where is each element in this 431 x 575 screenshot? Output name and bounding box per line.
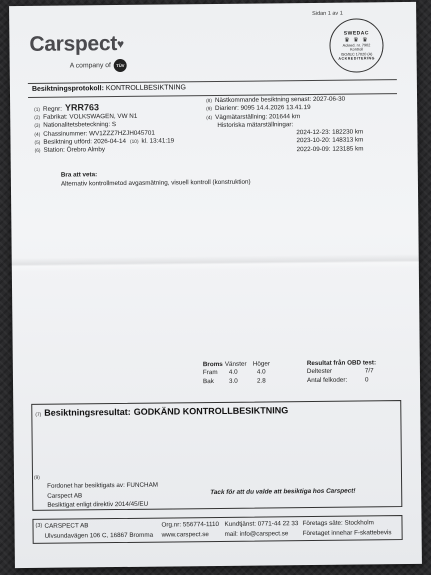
brake-table <box>203 360 279 386</box>
regnr-value: YRR763 <box>64 102 99 113</box>
inspection-protocol-document <box>9 2 422 568</box>
diarienr-text: Diarienr: 9095 14.4.2026 13.41.19 <box>214 104 311 113</box>
protocol-label: Besiktningsprotokoll: <box>31 85 104 93</box>
historik-label: Historiska mätarställningar: <box>217 121 294 129</box>
matare-num: (4) <box>206 115 213 121</box>
historik-date: 2022-09-09: <box>296 145 331 153</box>
brake-row-label: Bak <box>202 377 214 385</box>
matare-text: Vägmätarställning: 201644 km <box>215 112 301 121</box>
station-num: (6) <box>34 149 41 155</box>
inspector-line3: Besiktigat enligt direktiv 2014/45/EU <box>47 500 149 509</box>
station-line <box>35 146 175 156</box>
brake-col-hoger: Höger <box>252 360 271 368</box>
footer-fskatt: Företaget innehar F-skattebevis <box>302 528 392 537</box>
time-num: (10) <box>129 139 139 145</box>
fabrikat-text: Fabrikat: VOLKSWAGEN, VW N1 <box>43 112 138 121</box>
paper-fold <box>12 254 419 272</box>
utford-num: (5) <box>34 140 41 146</box>
chassi-num: (4) <box>34 132 41 138</box>
footer-legal <box>302 518 391 538</box>
seal-line1: Ackred. nr. 7902 <box>342 43 371 48</box>
brand-name: Carspect <box>29 32 118 56</box>
protocol-value: KONTROLLBESIKTNING <box>105 84 187 93</box>
seal-line3: ISO/IEC 17020 (A) <box>340 52 373 57</box>
result-value: GODKÄND KONTROLLBESIKTNING <box>133 405 289 417</box>
carspect-logo <box>29 32 124 57</box>
result-label: Besiktningsresultat: <box>44 406 131 418</box>
tuv-logo-icon: TÜV <box>114 59 127 72</box>
nasta-num: (8) <box>206 99 212 105</box>
historik-item <box>297 145 364 154</box>
swedac-seal-icon <box>329 18 384 73</box>
historik-value: 148313 km <box>332 136 364 145</box>
brake-left-value: 3.0 <box>228 377 238 385</box>
brake-row <box>203 377 279 386</box>
seal-top-text: SWEDAC <box>343 30 370 37</box>
brake-right-value: 4.0 <box>256 368 266 376</box>
obd-results <box>307 359 377 385</box>
footer-num: (3) <box>35 522 43 529</box>
heart-icon: ♥ <box>116 36 125 52</box>
footer-orgnr: Org.nr: 556774-1110 <box>161 520 220 529</box>
protocol-title <box>32 84 186 93</box>
bra-att-veta-text: Alternativ kontrollmetod avgasmätning, visuell kontroll (konstruktion) <box>60 178 251 188</box>
fabrikat-num: (2) <box>34 115 41 121</box>
historik-date: 2023-10-20: <box>296 137 331 145</box>
inspector-info <box>47 481 158 511</box>
chassi-text: Chassinummer: WV1ZZZ7HZJH045701 <box>43 129 155 138</box>
time-text: kl. 13:41:19 <box>141 137 175 145</box>
utford-text: Besiktning utförd: 2026-04-14 <box>43 137 127 146</box>
thanks-message: Tack för att du valde att besiktiga hos Carspect! <box>210 487 356 497</box>
historik-list <box>296 129 363 155</box>
historik-value: 123185 km <box>332 145 364 153</box>
brake-col-broms: Broms <box>202 360 223 369</box>
historik-value: 182230 km <box>332 128 364 136</box>
regnr-num: (1) <box>34 107 41 113</box>
result-num: (7) <box>35 412 42 418</box>
obd-value: 7/7 <box>364 367 374 375</box>
inspector-line2: Carspect AB <box>47 491 83 500</box>
footer-contact <box>224 519 298 539</box>
right-info <box>206 95 363 155</box>
footer-email-link[interactable]: mail: info@carspect.se <box>224 529 289 538</box>
brake-row-label: Fram <box>202 369 218 377</box>
inspector-num-text: (9) <box>33 475 40 481</box>
page-number: Sidan 1 av 1 <box>312 10 343 17</box>
inspector-line1: Fordonet har besiktigats av: FUNCHAM <box>47 481 159 490</box>
footer-address: Ulvsundavägen 106 C, 16867 Bromma <box>44 531 154 540</box>
brake-right-value: 2.8 <box>256 377 266 385</box>
footer-company <box>44 521 153 541</box>
station-text: Station: Örebro Almby <box>43 146 106 154</box>
regnr-label: Regnr: <box>42 105 62 113</box>
footer-sate: Företags säte: Stockholm <box>302 519 374 528</box>
brake-col-vanster: Vänster <box>224 360 247 368</box>
brake-left-value: 4.0 <box>228 369 238 377</box>
footer-kundtjanst: Kundtjänst: 0771-44 22 33 <box>224 520 299 528</box>
nationalitet-num: (3) <box>34 124 41 130</box>
nasta-text: Nästkommande besiktning senast: 2027-06-30 <box>214 95 346 104</box>
footer-org <box>161 520 219 540</box>
seal-crowns: ♛ ♛ ♛ <box>344 37 369 44</box>
seal-line2: Kontroll <box>350 47 364 52</box>
seal-ring-text: ACKREDITERING <box>338 56 375 61</box>
obd-title: Resultat från OBD test: <box>306 359 377 368</box>
company-of-text: A company of <box>69 62 111 70</box>
obd-row <box>307 376 376 385</box>
vehicle-info <box>34 101 174 155</box>
bra-att-veta-title: Bra att veta: <box>60 171 98 179</box>
company-of-line <box>70 59 127 73</box>
title-top-rule <box>28 79 397 84</box>
historik-date: 2024-12-23: <box>296 128 331 137</box>
footer-website-link[interactable]: www.carspect.se <box>161 530 209 539</box>
footer-company-name: CARSPECT AB <box>44 522 89 530</box>
inspector-num <box>34 474 43 481</box>
obd-label: Deltester <box>306 368 333 376</box>
nationalitet-text: Nationalitetsbeteckning: S <box>43 121 117 130</box>
obd-value: 0 <box>364 376 369 384</box>
obd-label: Antal felkoder: <box>306 376 348 384</box>
diarienr-num: (9) <box>206 107 213 113</box>
